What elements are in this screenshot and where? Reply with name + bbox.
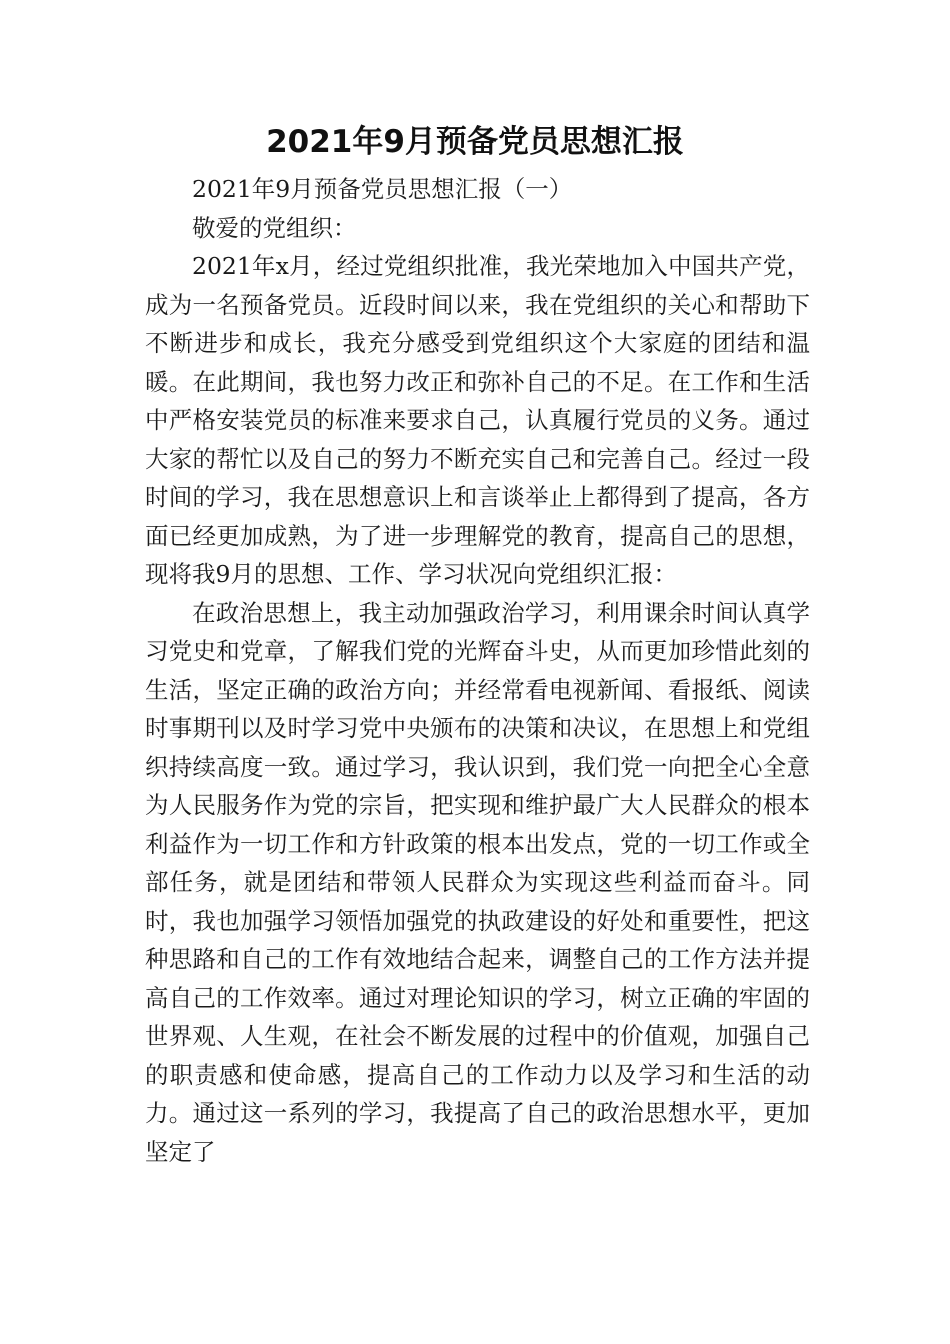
document-title: 2021年9月预备党员思想汇报 — [266, 124, 684, 160]
section-heading: 2021年9月预备党员思想汇报（一） — [192, 175, 573, 203]
document-body — [145, 170, 810, 1171]
salutation: 敬爱的党组织： — [192, 213, 357, 242]
paragraph-political-thought: 在政治思想上，我主动加强政治学习，利用课余时间认真学习党史和党章，了解我们党的光辉奋斗史，从而更加珍惜此刻的生活，坚定正确的政治方向；并经常看电视新闻、看报纸、阅读时事期刊以及时学习党中央颁布的决策和决议，在思想上和党组织持续高度一致。通过学习，我认识到，我们党一向把全心全意为人民服务作为党的宗旨，把实现和维护最广大人民群众的根本利益作为一切工作和方针政策的根本出发点，党的一切工作或全部任务，就是团结和带领人民群众为实现这些利益而奋斗。同时，我也加强学习领悟加强党的执政建设的好处和重要性，把这种思路和自己的工作有效地结合起来，调整自己的工作方法并提高自己的工作效率。通过对理论知识的学习，树立正确的牢固的世界观、人生观，在社会不断发展的过程中的价值观，加强自己的职责感和使命感，提高自己的工作动力以及学习和生活的动力。通过这一系列的学习，我提高了自己的政治思想水平，更加坚定了 — [145, 598, 810, 1166]
paragraph-intro: 2021年x月，经过党组织批准，我光荣地加入中国共产党，成为一名预备党员。近段时间以来，我在党组织的关心和帮助下不断进步和成长，我充分感受到党组织这个大家庭的团结和温暖。在此期间，我也努力改正和弥补自己的不足。在工作和生活中严格安装党员的标准来要求自己，认真履行党员的义务。通过大家的帮忙以及自己的努力不断充实自己和完善自己。经过一段时间的学习，我在思想意识上和言谈举止上都得到了提高，各方面已经更加成熟，为了进一步理解党的教育，提高自己的思想，现将我9月的思想、工作、学习状况向党组织汇报： — [145, 252, 810, 588]
